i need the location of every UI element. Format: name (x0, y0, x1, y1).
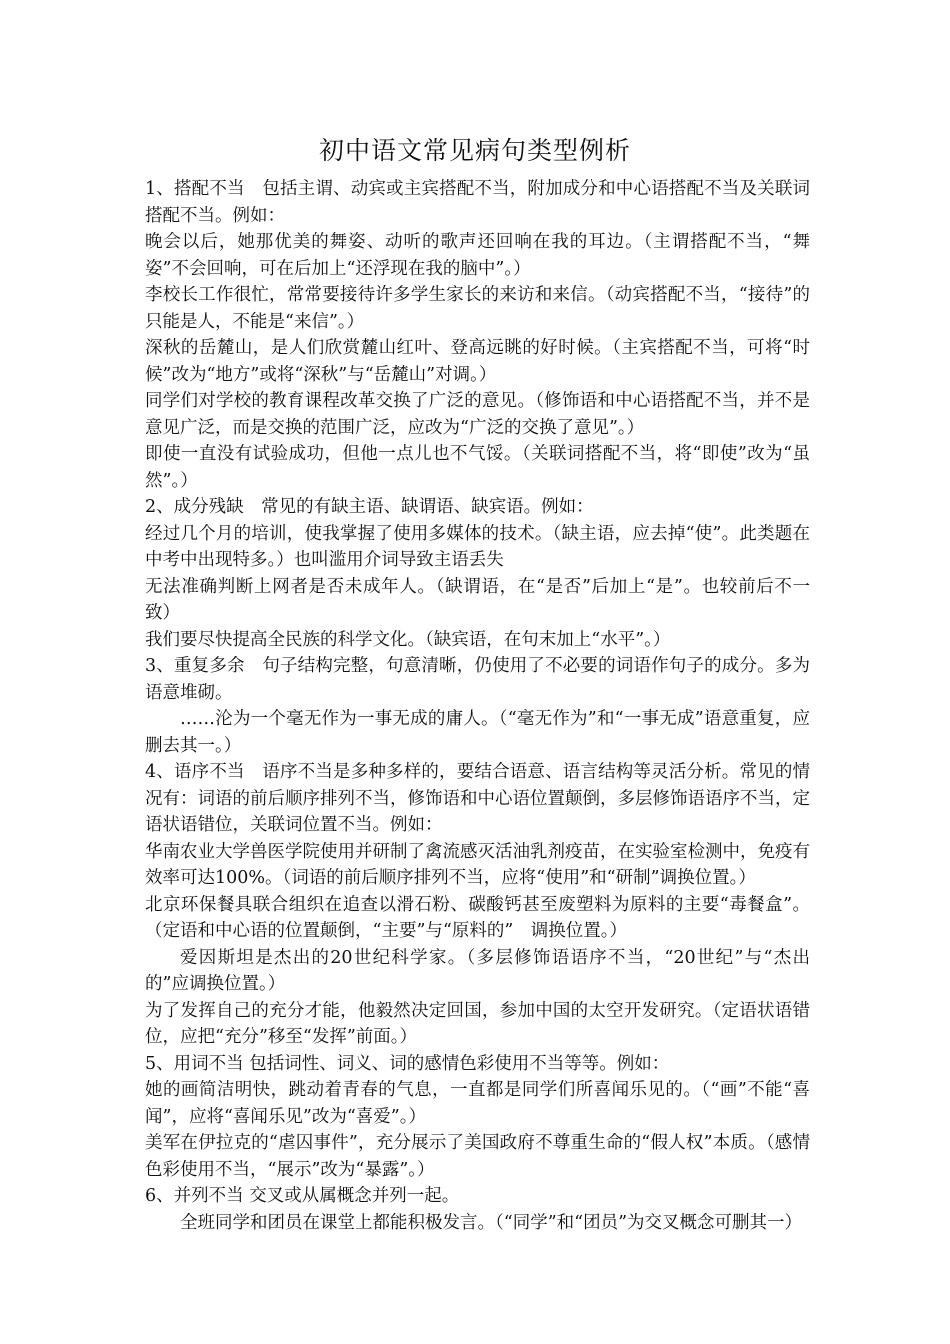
paragraph: 李校长工作很忙，常常要接待许多学生家长的来访和来信。（动宾搭配不当，“接待”的只能是人，不能是“来信”。） (145, 285, 810, 332)
paragraph: 深秋的岳麓山，是人们欣赏麓山红叶、登高远眺的好时候。（主宾搭配不当，可将“时候”改为“地方”或将“深秋”与“岳麓山”对调。） (145, 338, 810, 385)
paragraph-section-4-heading: 4、语序不当 语序不当是多种多样的，要结合语意、语言结构等灵活分析。常见的情况有：词语的前后顺序排列不当，修饰语和中心语位置颠倒，多层修饰语语序不当，定语状语错位，关联词位置不当。例如： (145, 762, 810, 835)
paragraph-section-1-heading: 1、搭配不当 包括主谓、动宾或主宾搭配不当，附加成分和中心语搭配不当及关联词搭配不当。例如： (145, 179, 810, 226)
paragraph: 美军在伊拉克的“虐囚事件”，充分展示了美国政府不尊重生命的“假人权”本质。（感情色彩使用不当，“展示”改为“暴露”。） (145, 1133, 810, 1180)
paragraph-section-6-heading: 6、并列不当 交叉或从属概念并列一起。 (145, 1186, 460, 1206)
paragraph-section-2-heading: 2、成分残缺 常见的有缺主语、缺谓语、缺宾语。例如： (145, 497, 594, 517)
paragraph: 我们要尽快提高全民族的科学文化。（缺宾语，在句末加上“水平”。） (145, 629, 671, 650)
paragraph: 同学们对学校的教育课程改革交换了广泛的意见。（修饰语和中心语搭配不当，并不是意见广泛，而是交换的范围广泛，应改为“广泛的交换了意见”。） (145, 391, 810, 438)
document-body (145, 176, 810, 1236)
paragraph: 晚会以后，她那优美的舞姿、动听的歌声还回响在我的耳边。（主谓搭配不当，“舞姿”不会回响，可在后加上“还浮现在我的脑中”。） (145, 232, 810, 279)
paragraph-section-5-heading: 5、用词不当 包括词性、词义、词的感情色彩使用不当等等。例如： (145, 1053, 670, 1074)
paragraph: 为了发挥自己的充分才能，他毅然决定回国，参加中国的太空开发研究。（定语状语错位，应把“充分”移至“发挥”前面。） (145, 1000, 810, 1047)
paragraph: 北京环保餐具联合组织在追查以滑石粉、碳酸钙甚至废塑料为原料的主要“毒餐盒”。（定语和中心语的位置颠倒，“主要”与“原料的” 调换位置。） (145, 894, 810, 941)
paragraph: 全班同学和团员在课堂上都能积极发言。（“同学”和“团员”为交叉概念可删其一） (180, 1212, 803, 1233)
page-title: 初中语文常见病句类型例析 (318, 136, 631, 165)
paragraph: 无法准确判断上网者是否未成年人。（缺谓语，在“是否”后加上“是”。也较前后不一致） (145, 576, 810, 623)
paragraph: 爱因斯坦是杰出的20世纪科学家。（多层修饰语语序不当，“20世纪”与“杰出的”应调换位置。） (145, 947, 810, 994)
paragraph: ……沦为一个毫无作为一事无成的庸人。（“毫无作为”和“一事无成”语意重复，应删去其一。） (145, 709, 810, 756)
paragraph-section-3-heading: 3、重复多余 句子结构完整，句意清晰，仍使用了不必要的词语作句子的成分。多为语意堆砌。 (145, 656, 810, 703)
paragraph: 即使一直没有试验成功，但他一点儿也不气馁。（关联词搭配不当，将“即使”改为“虽然”。） (145, 444, 810, 491)
paragraph: 华南农业大学兽医学院使用并研制了禽流感灭活油乳剂疫苗，在实验室检测中，免疫有效率可达100%。（词语的前后顺序排列不当，应将“使用”和“研制”调换位置。） (145, 841, 810, 888)
paragraph: 她的画简洁明快，跳动着青春的气息，一直都是同学们所喜闻乐见的。（“画”不能“喜闻”，应将“喜闻乐见”改为“喜爱”。） (145, 1080, 810, 1127)
paragraph: 经过几个月的培训，使我掌握了使用多媒体的技术。（缺主语，应去掉“使”。此类题在中考中出现特多。）也叫滥用介词导致主语丢失 (145, 523, 810, 570)
